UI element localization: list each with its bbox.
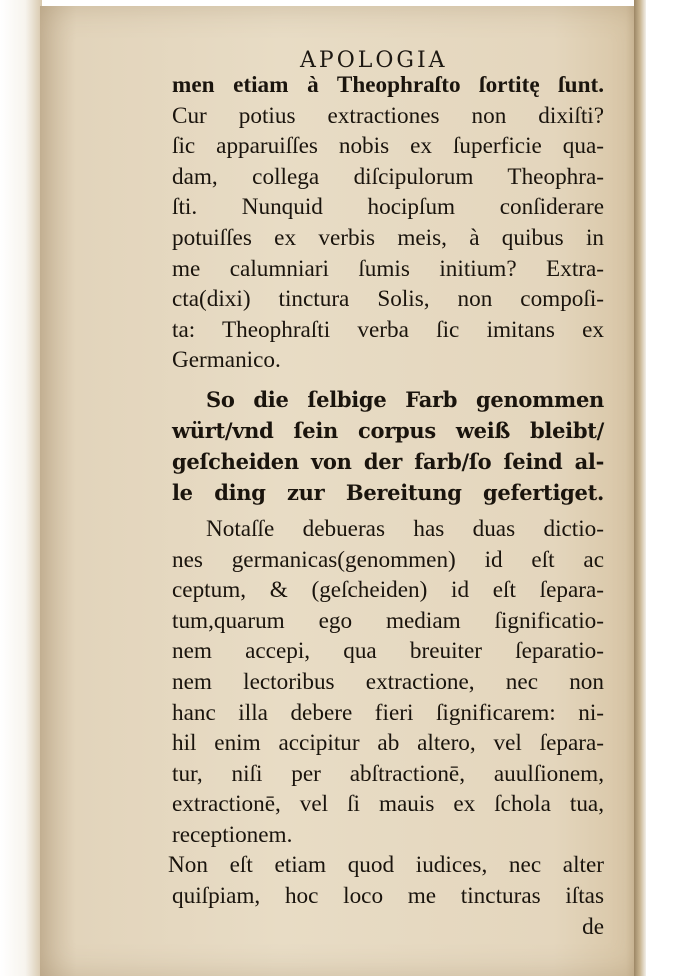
text-line: potuiſſes ex verbis meis, à quibus in <box>172 224 604 251</box>
text-line: Cur potius extractiones non dixiſti? <box>172 102 604 129</box>
paragraph-2 <box>172 514 604 851</box>
text-line: men etiam à Theophraſto ſortitę ſunt. <box>172 72 604 98</box>
german-line: geſcheiden von der farb/ſo ſeind al- <box>172 448 604 474</box>
text-line: Non eſt etiam quod iudices, nec alter <box>168 852 604 879</box>
text-line: hanc illa debere fieri ſignificarem: ni- <box>172 699 604 726</box>
text-line: Notaſſe debueras has duas dictio- <box>206 515 604 542</box>
text-line: nem lectoribus extractione, nec non <box>172 668 604 695</box>
text-line: receptionem. <box>172 821 293 848</box>
german-line: le ding zur Bereitung gefertiget. <box>172 479 604 505</box>
paragraph-3 <box>168 850 604 911</box>
text-line: ta: Theophraſti verba ſic imitans ex <box>172 316 604 343</box>
page-fore-edge <box>634 0 646 976</box>
german-quotation <box>172 384 604 508</box>
running-head: APOLOGIA <box>300 48 448 73</box>
text-line: Germanico. <box>172 347 281 374</box>
text-line: cta(dixi) tinctura Solis, non compoſi- <box>172 286 604 313</box>
text-line: nem accepi, qua breuiter ſeparatio- <box>172 638 604 665</box>
text-line: tur, niſi per abſtractionē, auulſionem, <box>172 760 604 787</box>
text-line: quiſpiam, hoc loco me tincturas iſtas <box>172 883 604 910</box>
german-line: So die ſelbige Farb genommen <box>206 386 604 412</box>
german-line: würt/vnd ſein corpus weiß bleibt/ <box>172 417 604 443</box>
text-line: ceptum, & (geſcheiden) id eſt ſepara- <box>172 577 604 604</box>
text-line: hil enim accipitur ab altero, vel ſepara- <box>172 730 604 757</box>
left-margin-edge <box>0 0 42 976</box>
text-line: dam, collega diſcipulorum Theophra- <box>172 163 604 190</box>
catchword: de <box>582 913 604 940</box>
text-line: extractionē, vel ſi mauis ex ſchola tua, <box>172 791 604 818</box>
paragraph-1 <box>172 70 604 376</box>
text-line: ſic apparuiſſes nobis ex ſuperficie qua- <box>172 133 604 160</box>
text-line: nes germanicas(genommen) id eſt ac <box>172 546 604 573</box>
page-body <box>168 70 604 942</box>
text-line: me calumniari ſumis initium? Extra- <box>172 255 604 282</box>
text-line: ſti. Nunquid hocipſum conſiderare <box>172 194 604 221</box>
text-line: tum,quarum ego mediam ſignificatio- <box>172 607 604 634</box>
